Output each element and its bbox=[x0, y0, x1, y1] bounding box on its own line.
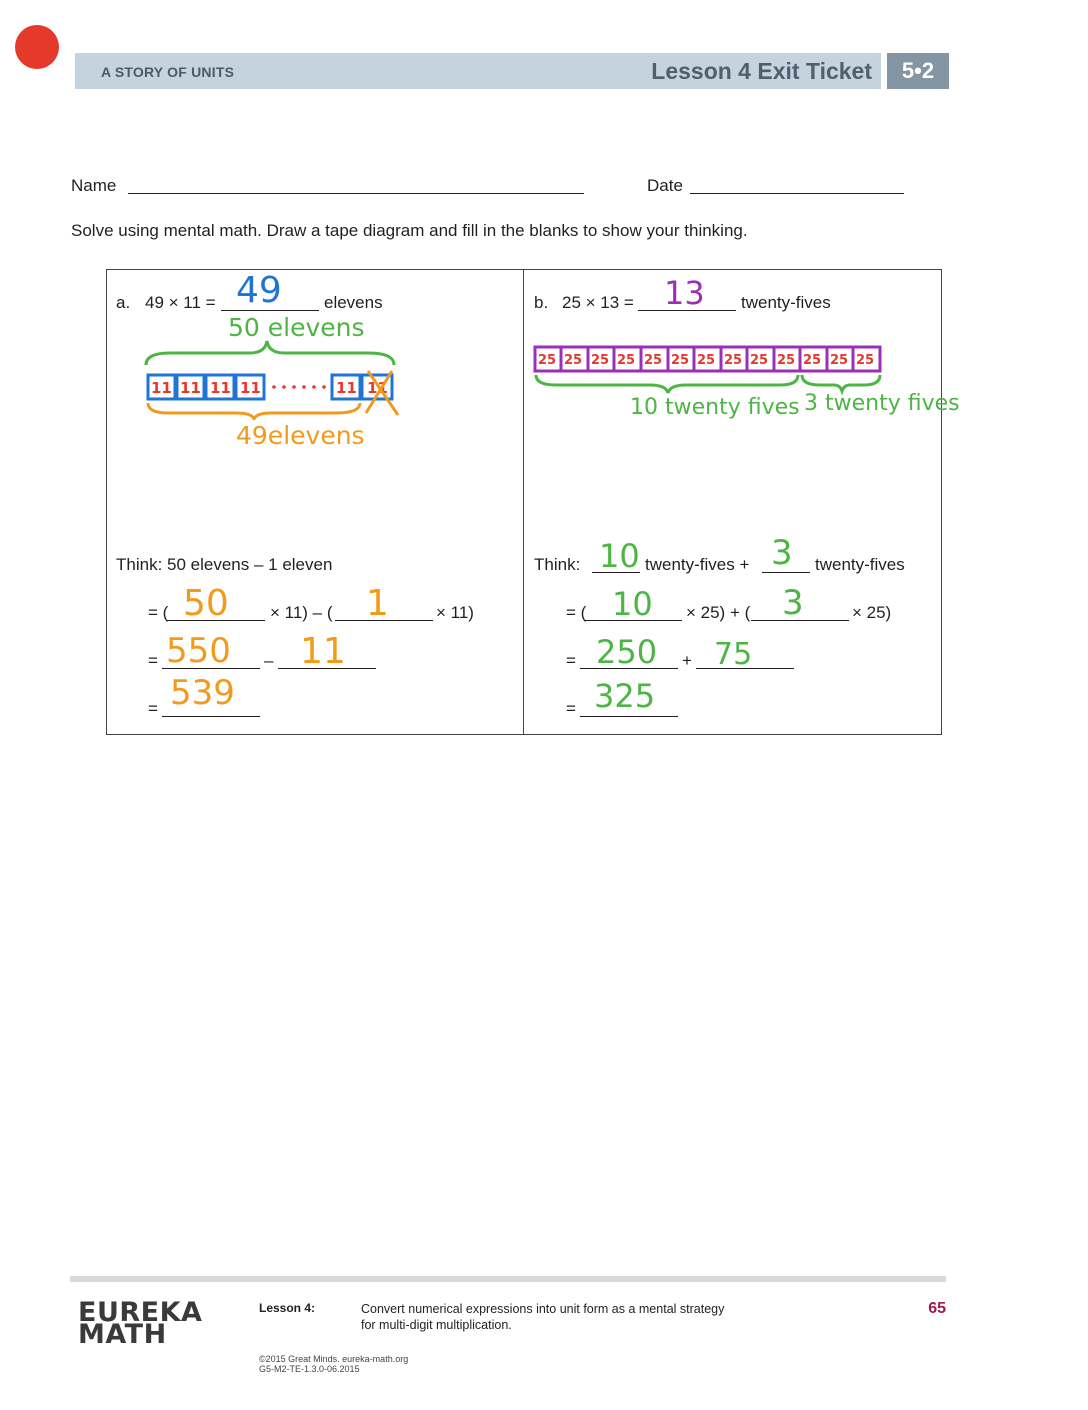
a-line1-value2: 1 bbox=[366, 583, 389, 624]
tape-unit-label: 25 bbox=[856, 353, 875, 368]
problem-a-equation: 49 × 11 = bbox=[145, 293, 216, 312]
eureka-math-logo: EUREKA MATH bbox=[78, 1297, 203, 1350]
name-field[interactable] bbox=[128, 193, 584, 194]
brace-bottom-label-a: 49elevens bbox=[236, 421, 365, 450]
a-line3-blank[interactable] bbox=[162, 716, 260, 717]
grade-module-badge: 5•2 bbox=[887, 53, 949, 89]
tape-unit-label: 25 bbox=[724, 353, 743, 368]
a-line3-eq: = bbox=[148, 699, 158, 718]
b-line1-mid: × 25) + ( bbox=[686, 603, 751, 622]
think-b: Think: bbox=[534, 555, 581, 574]
problem-b-equation: 25 × 13 = bbox=[562, 293, 634, 312]
tape-unit-label: 25 bbox=[671, 353, 690, 368]
tape-unit-label: 25 bbox=[750, 353, 769, 368]
b-line2-op: + bbox=[682, 651, 692, 670]
tape-unit-label: 25 bbox=[564, 353, 583, 368]
think-b-value1: 10 bbox=[599, 537, 640, 575]
b-line2-eq: = bbox=[566, 651, 576, 670]
tape-unit-label: 11 bbox=[367, 379, 388, 397]
a-line2-value2: 11 bbox=[300, 631, 346, 672]
brace-right-label-b: 3 twenty fives bbox=[804, 391, 960, 416]
a-line3-value: 539 bbox=[170, 673, 235, 713]
problem-a-label: a. bbox=[116, 293, 131, 312]
footer-description: Convert numerical expressions into unit form as a mental strategy for multi-digit multiplication. bbox=[361, 1302, 725, 1332]
tape-unit-label: 25 bbox=[697, 353, 716, 368]
tape-unit-label: 11 bbox=[210, 379, 231, 397]
tape-unit-label: 11 bbox=[151, 379, 172, 397]
b-line3-eq: = bbox=[566, 699, 576, 718]
brace-bottom-a bbox=[148, 403, 360, 419]
problem-b-answer: 13 bbox=[664, 274, 705, 312]
a-line1-open: = ( bbox=[148, 603, 169, 622]
tape-diagram-a bbox=[140, 335, 410, 420]
name-label: Name bbox=[71, 176, 117, 195]
brace-left-b bbox=[536, 375, 798, 393]
b-line1-end: × 25) bbox=[852, 603, 892, 622]
problem-a-unit: elevens bbox=[324, 293, 383, 312]
brace-top-a bbox=[146, 341, 394, 365]
tape-diagram-b bbox=[530, 343, 890, 395]
b-line1-value2: 3 bbox=[782, 583, 804, 623]
tape-unit-label: 25 bbox=[538, 353, 557, 368]
tape-unit-label: 25 bbox=[617, 353, 636, 368]
brace-right-b bbox=[802, 375, 880, 391]
tape-unit-label: 11 bbox=[180, 379, 201, 397]
a-line2-op: – bbox=[264, 651, 274, 670]
b-line3-blank[interactable] bbox=[580, 716, 678, 717]
page-title: Lesson 4 Exit Ticket bbox=[651, 58, 872, 84]
think-a: Think: 50 elevens – 1 eleven bbox=[116, 555, 333, 574]
footer-copyright: ©2015 Great Minds. eureka-math.org G5-M2-TE-1.3.0-06.2015 bbox=[259, 1354, 409, 1374]
b-line1-value1: 10 bbox=[612, 585, 653, 623]
a-line1-mid: × 11) – ( bbox=[270, 603, 333, 622]
instructions: Solve using mental math. Draw a tape diagram and fill in the blanks to show your thinking. bbox=[71, 221, 748, 240]
problem-a-answer: 49 bbox=[236, 270, 282, 311]
footer-lesson-label: Lesson 4: bbox=[259, 1301, 316, 1315]
a-line2-eq: = bbox=[148, 651, 158, 670]
footer-rule bbox=[70, 1276, 946, 1282]
problem-b-label: b. bbox=[534, 293, 549, 312]
tape-unit-label: 25 bbox=[830, 353, 849, 368]
column-divider bbox=[523, 269, 524, 735]
think-b-end: twenty-fives bbox=[815, 555, 905, 574]
brace-top-label-a: 50 elevens bbox=[228, 313, 365, 342]
b-line1-open: = ( bbox=[566, 603, 587, 622]
b-line3-value: 325 bbox=[594, 677, 656, 715]
series-title: A STORY OF UNITS bbox=[101, 64, 235, 80]
think-b-mid: twenty-fives + bbox=[645, 555, 750, 574]
tape-unit-label: 25 bbox=[591, 353, 610, 368]
think-b-value2: 3 bbox=[771, 533, 793, 573]
brace-left-label-b: 10 twenty fives bbox=[630, 395, 800, 420]
a-line1-end: × 11) bbox=[436, 603, 474, 622]
page-number: 65 bbox=[928, 1300, 946, 1317]
b-line2-value2: 75 bbox=[714, 637, 753, 672]
tape-unit-label: 11 bbox=[240, 379, 261, 397]
tape-unit-label: 25 bbox=[777, 353, 796, 368]
tape-unit-label: 11 bbox=[336, 379, 357, 397]
a-line2-value1: 550 bbox=[166, 631, 231, 671]
tape-unit-label: 25 bbox=[803, 353, 822, 368]
red-dot-marker bbox=[15, 25, 59, 69]
problem-b-unit: twenty-fives bbox=[741, 293, 831, 312]
tape-unit-label: 25 bbox=[644, 353, 663, 368]
b-line2-value1: 250 bbox=[596, 633, 658, 671]
date-field[interactable] bbox=[690, 193, 904, 194]
date-label: Date bbox=[647, 176, 683, 195]
a-line1-value1: 50 bbox=[183, 583, 229, 624]
